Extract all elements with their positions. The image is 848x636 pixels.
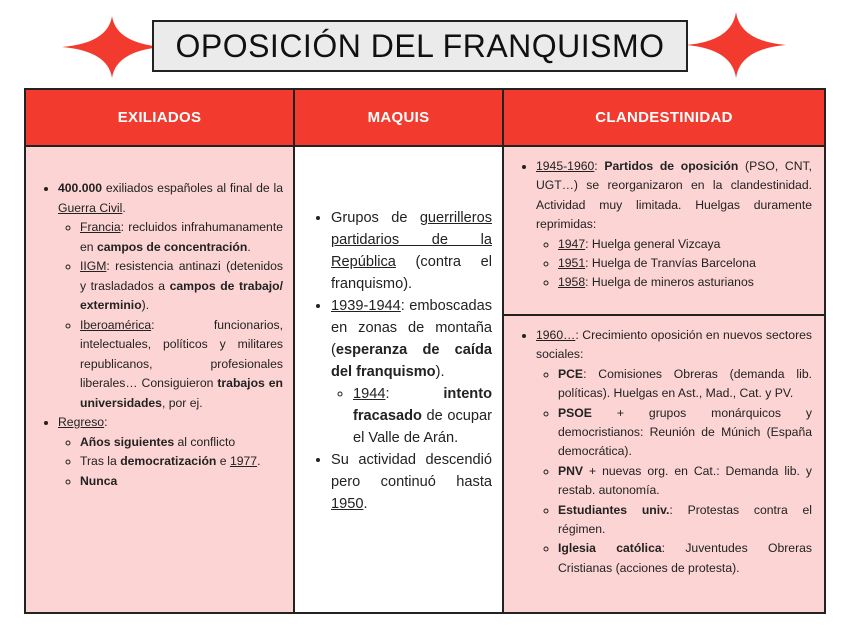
- list-item: ◦ Tras la democratización e 1977.: [80, 452, 283, 472]
- list-item: ◦ Iglesia católica: Juventudes Obreras Cristianas (acciones de protesta).: [558, 539, 812, 578]
- list-item: ◦ PSOE + grupos monárquicos y democristianos: Reunión de Múnich (España democrática).: [558, 404, 812, 462]
- list-item: • Su actividad descendió pero continuó hasta 1950.: [331, 449, 492, 515]
- column-divider-2: [502, 90, 504, 612]
- list-item: • 400.000 exiliados españoles al final de la Guerra Civil. ◦ Francia: recluidos infrahumanamente en campos de concentración. ◦ IIGM: resistencia antinazi (detenidos y trasladados a campos de trabajo/ exterminio). ◦ Iberoamérica: funcionarios, intelectuales, políticos y militares republicanos, profesionales liberales… Consiguieron trabajos en universidades, por ej.: [58, 179, 283, 413]
- summary-table: [24, 88, 826, 614]
- page-title: OPOSICIÓN DEL FRANQUISMO: [175, 27, 665, 64]
- list-item: ◦ 1947: Huelga general Vizcaya: [558, 235, 812, 254]
- list-item: • 1939-1944: emboscadas en zonas de montaña (esperanza de caída del franquismo). ◦ 1944: intento fracasado de ocupar el Valle de Arán.: [331, 295, 492, 449]
- cell-maquis: [295, 147, 502, 612]
- list-item: • Regreso: ◦ Años siguientes al conflicto ◦ Tras la democratización e 1977. ◦ Nunca: [58, 413, 283, 491]
- sparkle-left-icon: [62, 16, 162, 78]
- list-item: ◦ Años siguientes al conflicto: [80, 433, 283, 453]
- header-divider: [26, 145, 824, 147]
- list-item: ◦ IIGM: resistencia antinazi (detenidos y trasladados a campos de trabajo/ exterminio).: [80, 257, 283, 316]
- list-item: ◦ 1944: intento fracasado de ocupar el Valle de Arán.: [353, 383, 492, 449]
- cell-clandestinidad-bottom: [504, 316, 824, 612]
- column-divider-1: [293, 90, 295, 612]
- list-item: ◦ Iberoamérica: funcionarios, intelectuales, políticos y militares republicanos, profesionales liberales… Consiguieron trabajos en universidades, por ej.: [80, 316, 283, 414]
- list-item: • Grupos de guerrilleros partidarios de la República (contra el franquismo).: [331, 207, 492, 295]
- list-item: • 1945-1960: Partidos de oposición (PSO, CNT, UGT…) se reorganizaron en la clandestinidad. Actividad muy limitada. Huelgas duramente reprimidas: ◦ 1947: Huelga general Vizcaya ◦ 1951: Huelga de Tranvías Barcelona ◦ 1958: Huelga de mineros asturianos: [536, 157, 812, 293]
- list-item: ◦ 1958: Huelga de mineros asturianos: [558, 273, 812, 292]
- list-item: ◦ Nunca: [80, 472, 283, 492]
- header-exiliados: EXILIADOS: [26, 90, 293, 145]
- title-box: [152, 20, 688, 72]
- row-divider-clandestinidad: [504, 314, 824, 316]
- list-item: ◦ PCE: Comisiones Obreras (demanda lib. políticas). Huelgas en Ast., Mad., Cat. y PV.: [558, 365, 812, 404]
- list-item: ◦ 1951: Huelga de Tranvías Barcelona: [558, 254, 812, 273]
- cell-exiliados: [26, 147, 293, 612]
- list-item: ◦ Francia: recluidos infrahumanamente en campos de concentración.: [80, 218, 283, 257]
- cell-clandestinidad-top: [504, 147, 824, 314]
- header-maquis: MAQUIS: [295, 90, 502, 145]
- list-item: • 1960…: Crecimiento oposición en nuevos sectores sociales: ◦ PCE: Comisiones Obreras (demanda lib. políticas). Huelgas en Ast., Mad., Cat. y PV. ◦ PSOE + grupos monárquicos y democristianos: Reunión de Múnich (España democrática). ◦ PNV + nuevas org. en Cat.: Demanda lib. y restab. autonomía. ◦ Estudiantes univ.: Protestas contra el régimen. ◦ Iglesia católica: Juventudes Obreras Cristianas (acciones de protesta).: [536, 326, 812, 578]
- header-clandestinidad: CLANDESTINIDAD: [504, 90, 824, 145]
- sparkle-right-icon: [686, 12, 786, 78]
- list-item: ◦ PNV + nuevas org. en Cat.: Demanda lib. y restab. autonomía.: [558, 462, 812, 501]
- list-item: ◦ Estudiantes univ.: Protestas contra el régimen.: [558, 501, 812, 540]
